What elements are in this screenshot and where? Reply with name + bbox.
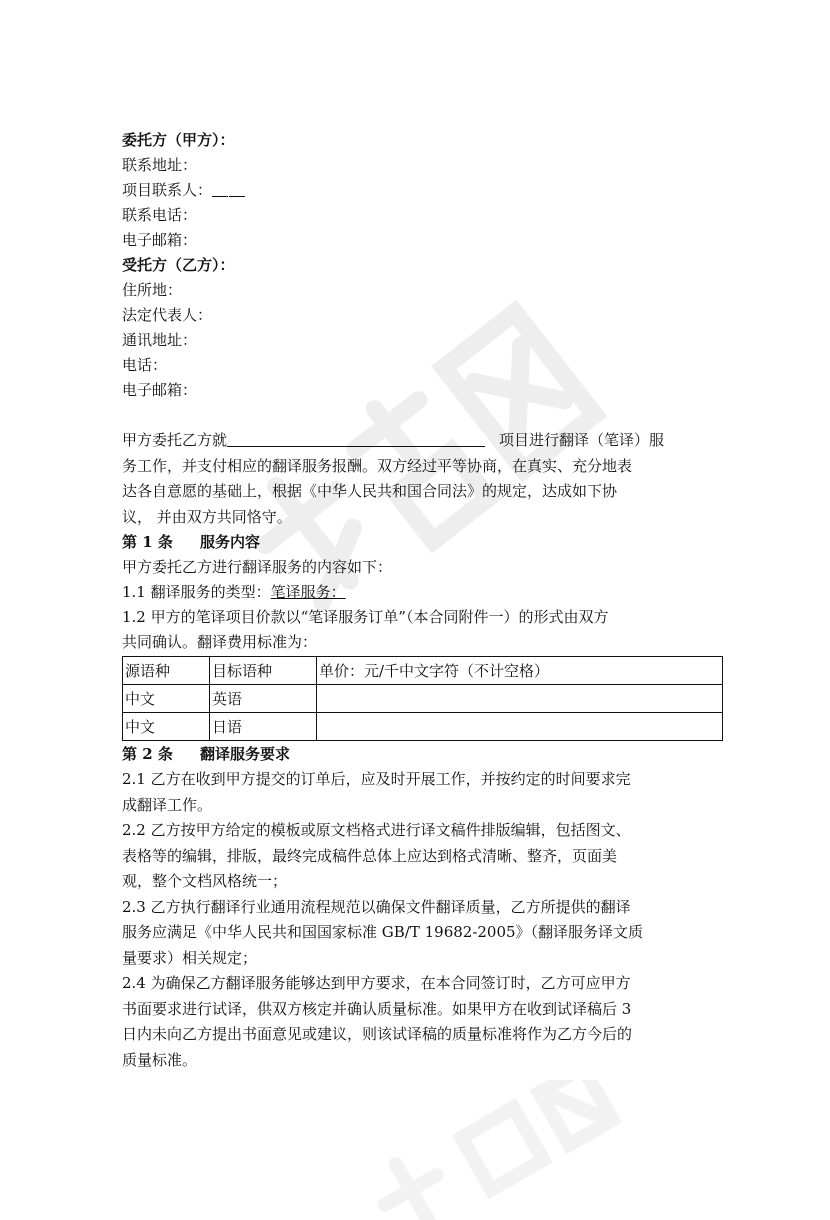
intro-first-line: 甲方委托乙方就 项目进行翻译（笔译）服 bbox=[122, 431, 665, 449]
clause-line: 质量标准。 bbox=[122, 1050, 198, 1069]
clause-line: 日内未向乙方提出书面意见或建议，则该试译稿的质量标准将作为乙方今后的 bbox=[122, 1025, 633, 1043]
clause-line: 书面要求进行试译，供双方核定并确认质量标准。如果甲方在收到试译稿后 3 bbox=[122, 999, 632, 1018]
clause-1-2-line: 1.2 甲方的笔译项目价款以“笔译服务订单”（本合同附件一）的形式由双方 bbox=[122, 608, 609, 626]
contact-blank bbox=[212, 182, 228, 197]
table-header-cell: 单价：元/千中文字符（不计空格） bbox=[317, 657, 723, 685]
provider-phone-label: 电话： bbox=[122, 356, 168, 374]
table-header-row bbox=[123, 657, 723, 685]
spacer bbox=[122, 403, 722, 428]
provider-address-label: 通讯地址： bbox=[122, 331, 198, 349]
clause-line: 服务应满足《中华人民共和国国家标准 GB/T 19682-2005》（翻译服务译文质 bbox=[122, 923, 644, 941]
table-cell: 英语 bbox=[210, 685, 317, 713]
table-cell bbox=[317, 713, 723, 741]
clause-2-4 bbox=[122, 971, 722, 1073]
intro-paragraph bbox=[122, 428, 722, 530]
service-type-value: 笔译服务： bbox=[270, 583, 346, 601]
project-name-blank bbox=[227, 430, 485, 447]
table-cell: 日语 bbox=[210, 713, 317, 741]
table-cell: 中文 bbox=[123, 685, 210, 713]
client-phone-label: 联系电话： bbox=[122, 206, 198, 224]
provider-heading: 受托方（乙方）： bbox=[122, 256, 235, 274]
provider-legal-rep-label: 法定代表人： bbox=[122, 306, 213, 324]
clause-2-2 bbox=[122, 818, 722, 895]
clause-2-1 bbox=[122, 767, 722, 818]
clause-line: 成翻译工作。 bbox=[122, 795, 213, 814]
intro-line: 务工作，并支付相应的翻译服务报酬。双方经过平等协商，在真实、充分地表 bbox=[122, 456, 633, 475]
clause-1-1: 1.1 翻译服务的类型：笔译服务： bbox=[122, 583, 346, 601]
contact-blank-2 bbox=[229, 182, 245, 197]
contract-body bbox=[122, 128, 722, 1073]
table-header-cell: 源语种 bbox=[123, 657, 210, 685]
client-email-label: 电子邮箱： bbox=[122, 231, 198, 249]
client-heading: 委托方（甲方）： bbox=[122, 131, 235, 149]
client-contact-label: 项目联系人： bbox=[122, 178, 722, 203]
clause-line: 2.3 乙方执行翻译行业通用流程规范以确保文件翻译质量，乙方所提供的翻译 bbox=[122, 897, 631, 916]
intro-line: 议， 并由双方共同恪守。 bbox=[122, 507, 292, 526]
article-1-intro: 甲方委托乙方进行翻译服务的内容如下： bbox=[122, 558, 393, 576]
watermark-logo-bottom bbox=[330, 1080, 630, 1220]
clause-line: 观，整个文档风格统一； bbox=[122, 872, 288, 890]
table-cell: 中文 bbox=[123, 713, 210, 741]
clause-line: 2.1 乙方在收到甲方提交的订单后，应及时开展工作，并按约定的时间要求完 bbox=[122, 770, 631, 788]
provider-residence-label: 住所地： bbox=[122, 281, 183, 299]
article-1-heading: 第 1 条 服务内容 bbox=[122, 533, 261, 551]
clause-line: 表格等的编辑，排版，最终完成稿件总体上应达到格式清晰、整齐，页面美 bbox=[122, 846, 618, 865]
clause-2-3 bbox=[122, 895, 722, 972]
table-row bbox=[123, 713, 723, 741]
clause-1-2-line: 共同确认。翻译费用标准为： bbox=[122, 633, 318, 651]
intro-line: 达各自意愿的基础上，根据《中华人民共和国合同法》的规定，达成如下协 bbox=[122, 482, 618, 500]
clause-line: 2.4 为确保乙方翻译服务能够达到甲方要求，在本合同签订时，乙方可应甲方 bbox=[122, 974, 631, 992]
client-address-label: 联系地址： bbox=[122, 156, 198, 174]
table-row bbox=[123, 685, 723, 713]
provider-email-label: 电子邮箱： bbox=[122, 381, 198, 399]
table-cell bbox=[317, 685, 723, 713]
article-2-heading: 第 2 条 翻译服务要求 bbox=[122, 745, 291, 763]
table-header-cell: 目标语种 bbox=[210, 657, 317, 685]
clause-line: 2.2 乙方按甲方给定的模板或原文档格式进行译文稿件排版编辑，包括图文、 bbox=[122, 821, 631, 839]
fee-table bbox=[122, 656, 723, 741]
clause-line: 量要求）相关规定； bbox=[122, 948, 258, 967]
